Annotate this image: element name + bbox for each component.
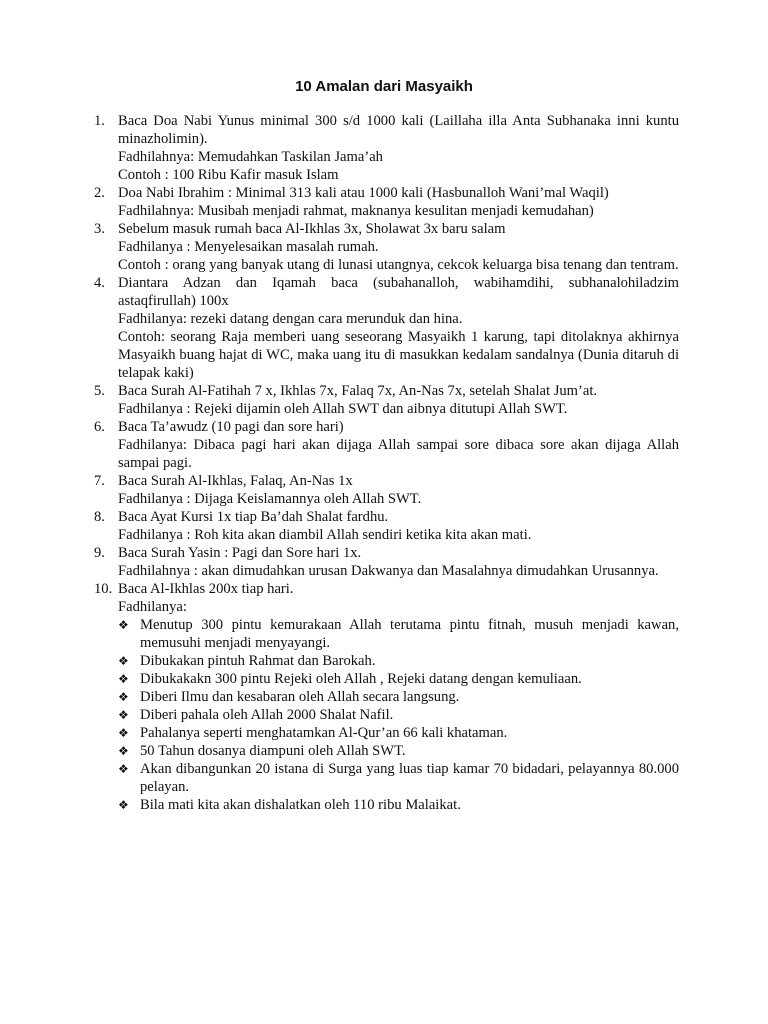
item-line: Contoh : 100 Ribu Kafir masuk Islam [118, 167, 339, 183]
list-item [94, 184, 679, 220]
diamond-bullet-icon: ❖ [118, 798, 129, 812]
item-line: Fadhilanya: [118, 599, 187, 615]
diamond-bullet-icon: ❖ [118, 726, 129, 740]
item-line: Baca Surah Yasin : Pagi dan Sore hari 1x. [118, 545, 362, 561]
bullet-text: Diberi Ilmu dan kesabaran oleh Allah secara langsung. [140, 689, 460, 705]
item-line: Fadhilanya : Roh kita akan diambil Allah sendiri ketika kita akan mati. [118, 527, 532, 543]
list-item [94, 418, 679, 472]
bullet-text: Pahalanya seperti menghatamkan Al-Qur’an 66 kali khataman. [140, 725, 508, 741]
list-item [94, 508, 679, 544]
bullet-item [118, 706, 679, 724]
list-item [94, 382, 679, 418]
item-line: Baca Al-Ikhlas 200x tiap hari. [118, 581, 294, 597]
bullet-text: Diberi pahala oleh Allah 2000 Shalat Nafil. [140, 707, 394, 723]
diamond-bullet-icon: ❖ [118, 744, 129, 758]
item-line: Baca Ayat Kursi 1x tiap Ba’dah Shalat fardhu. [118, 509, 389, 525]
list-item [94, 112, 679, 184]
bullet-text: Dibukakan pintuh Rahmat dan Barokah. [140, 653, 376, 669]
item-number: 8. [94, 509, 105, 525]
item-line: Diantara Adzan dan Iqamah baca (subahanalloh, wabihamdihi, subhanalohiladzim astaqfirullah) 100x [118, 275, 679, 309]
item-line: Baca Doa Nabi Yunus minimal 300 s/d 1000 kali (Laillaha illa Anta Subhanaka inni kuntu minazholimin). [118, 113, 679, 147]
list-item [94, 472, 679, 508]
bullet-text: Dibukakakn 300 pintu Rejeki oleh Allah , Rejeki datang dengan kemuliaan. [140, 671, 582, 687]
bullet-text: Bila mati kita akan dishalatkan oleh 110 ribu Malaikat. [140, 797, 461, 813]
item-number: 6. [94, 419, 105, 435]
item-number: 1. [94, 113, 105, 129]
diamond-bullet-icon: ❖ [118, 762, 129, 776]
item-line: Sebelum masuk rumah baca Al-Ikhlas 3x, Sholawat 3x baru salam [118, 221, 506, 237]
item-line: Contoh : orang yang banyak utang di lunasi utangnya, cekcok keluarga bisa tenang dan tentram. [118, 257, 679, 273]
item-line: Baca Surah Al-Fatihah 7 x, Ikhlas 7x, Falaq 7x, An-Nas 7x, setelah Shalat Jum’at. [118, 383, 598, 399]
item-line: Fadhilahnya: Musibah menjadi rahmat, maknanya kesulitan menjadi kemudahan) [118, 203, 594, 219]
item-line: Doa Nabi Ibrahim : Minimal 313 kali atau 1000 kali (Hasbunalloh Wani’mal Waqil) [118, 185, 609, 201]
bullet-item [118, 688, 679, 706]
diamond-bullet-icon: ❖ [118, 654, 129, 668]
bullet-text: Menutup 300 pintu kemurakaan Allah terutama pintu fitnah, musuh menjadi kawan, memusuhi menjadi menyayangi. [140, 617, 679, 651]
bullet-text: Akan dibangunkan 20 istana di Surga yang luas tiap kamar 70 bidadari, pelayannya 80.000 pelayan. [140, 761, 679, 795]
bullet-text: 50 Tahun dosanya diampuni oleh Allah SWT. [140, 743, 406, 759]
item-number: 5. [94, 383, 105, 399]
item-line: Fadhilahnya : akan dimudahkan urusan Dakwanya dan Masalahnya dimudahkan Urusannya. [118, 563, 659, 579]
item-line: Contoh: seorang Raja memberi uang seseorang Masyaikh 1 karung, tapi ditolaknya akhirnya Masyaikh buang hajat di WC, maka uang itu di masukkan kedalam sandalnya (Dunia ditaruh di telapak kaki) [118, 329, 679, 381]
item-number: 10. [94, 581, 113, 597]
item-line: Fadhilanya : Dijaga Keislamannya oleh Allah SWT. [118, 491, 422, 507]
item-line: Fadhilahnya: Memudahkan Taskilan Jama’ah [118, 149, 383, 165]
item-number: 4. [94, 275, 105, 291]
diamond-bullet-icon: ❖ [118, 672, 129, 686]
item-number: 2. [94, 185, 105, 201]
list-item [94, 220, 679, 274]
item-number: 7. [94, 473, 105, 489]
list-item [94, 580, 679, 814]
bullet-item [118, 724, 679, 742]
diamond-bullet-icon: ❖ [118, 690, 129, 704]
item-line: Fadhilanya: Dibaca pagi hari akan dijaga Allah sampai sore dibaca sore akan dijaga Allah sampai pagi. [118, 437, 679, 471]
document-title: 10 Amalan dari Masyaikh [295, 78, 473, 95]
diamond-bullet-icon: ❖ [118, 618, 129, 632]
list-item [94, 544, 679, 580]
list-item [94, 274, 679, 382]
bullet-item [118, 616, 679, 652]
diamond-bullet-icon: ❖ [118, 708, 129, 722]
item-line: Fadhilanya : Menyelesaikan masalah rumah. [118, 239, 379, 255]
item-line: Fadhilanya : Rejeki dijamin oleh Allah SWT dan aibnya ditutupi Allah SWT. [118, 401, 568, 417]
item-line: Baca Ta’awudz (10 pagi dan sore hari) [118, 419, 344, 435]
bullet-item [118, 670, 679, 688]
item-number: 9. [94, 545, 105, 561]
bullet-item [118, 742, 679, 760]
item-number: 3. [94, 221, 105, 237]
bullet-item [118, 652, 679, 670]
bullet-item [118, 796, 679, 814]
item-line: Baca Surah Al-Ikhlas, Falaq, An-Nas 1x [118, 473, 353, 489]
item-line: Fadhilanya: rezeki datang dengan cara merunduk dan hina. [118, 311, 463, 327]
bullet-item [118, 760, 679, 796]
numbered-list [94, 112, 679, 814]
